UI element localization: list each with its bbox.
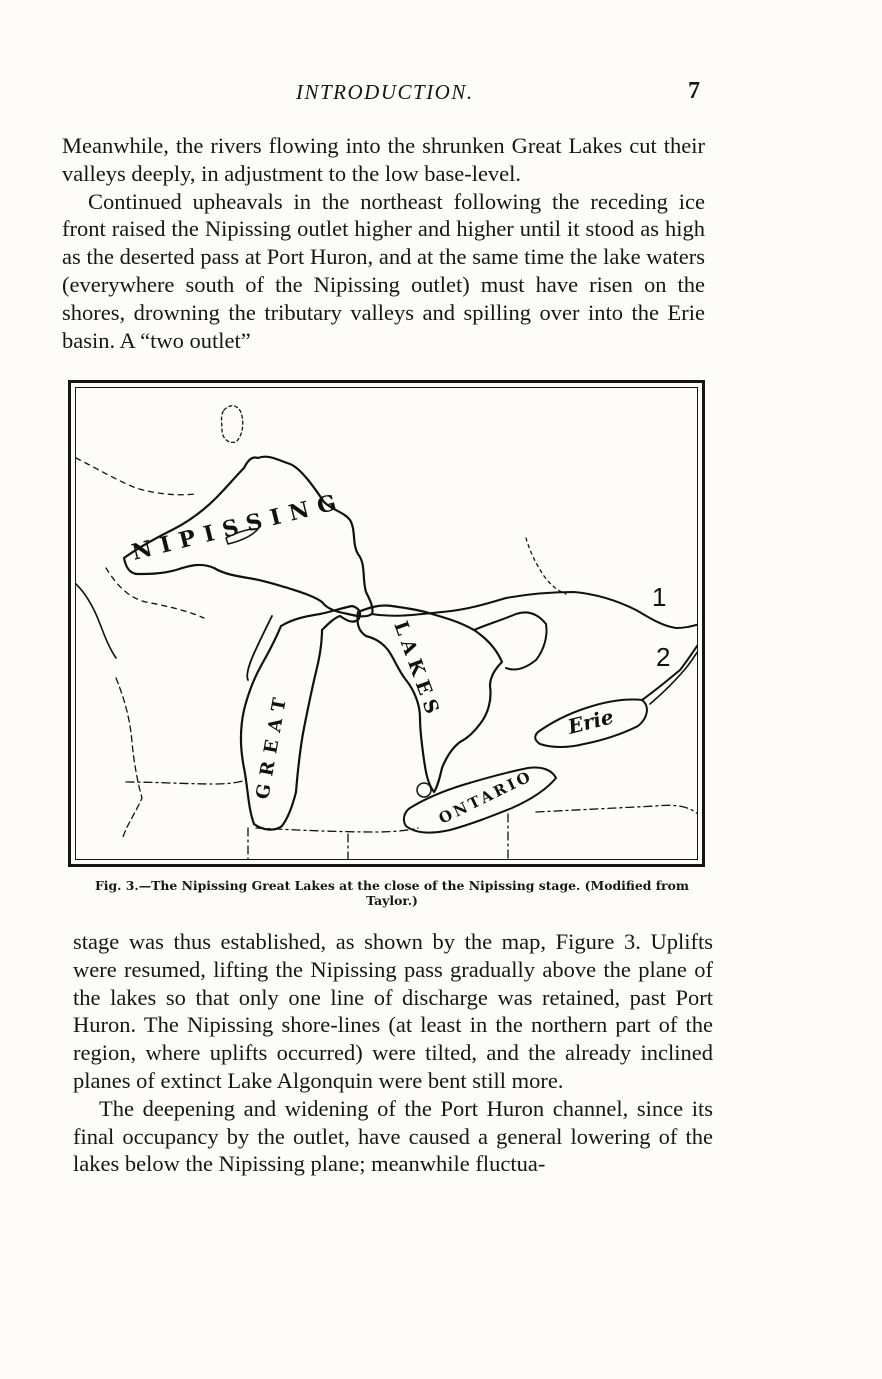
paragraph: Meanwhile, the rivers flowing into the shrunken Great Lakes cut their valleys deeply, in adjustment to the low base-level. xyxy=(62,133,705,186)
boundary-south xyxy=(256,828,418,832)
french-river-dashes xyxy=(526,538,566,594)
georgian-bay-outline xyxy=(474,612,547,669)
boundary-west xyxy=(106,568,204,618)
figure-map xyxy=(68,380,705,867)
lake-st-clair xyxy=(417,783,431,797)
west-shore xyxy=(76,584,116,658)
boundary-southeast xyxy=(536,805,698,816)
bottom-text-block xyxy=(73,928,713,1178)
boundary-west-wiggle xyxy=(116,678,142,840)
label-outlet-1: 1 xyxy=(652,582,667,612)
label-erie: Erie xyxy=(565,704,616,739)
map-inner-border xyxy=(75,387,698,860)
top-text-block xyxy=(62,132,705,354)
paragraph: stage was thus established, as shown by the map, Figure 3. Uplifts were resumed, lifting the Nipissing pass gradually above the plane of the lakes so that only one line of discharge was retained, past Port Huron. The Nipissing shore-lines (at least in the northern part of the region, where uplifts occurred) were tilted, and the already inclined planes of extinct Lake Algonquin were bent still more. xyxy=(73,929,713,1093)
boundary-northwest xyxy=(76,458,196,495)
running-title: INTRODUCTION. xyxy=(296,80,474,104)
boundary-southwest xyxy=(126,780,246,784)
paragraph: Continued upheavals in the northeast following the receding ice front raised the Nipissing outlet higher and higher until it stood as high as the deserted pass at Port Huron, and at the same time the lake waters (everywhere south of the Nipissing outlet) must have risen on the shores, drowning the tributary valleys and spilling over into the Erie basin. A “two outlet” xyxy=(62,188,705,353)
label-ontario: ONTARIO xyxy=(435,766,536,828)
label-lakes: LAKES xyxy=(389,618,446,723)
label-great: GREAT xyxy=(252,688,293,801)
great-lakes-map xyxy=(76,388,698,860)
page-header xyxy=(60,78,710,108)
label-outlet-2: 2 xyxy=(656,642,671,672)
label-nipissing: NIPISSING xyxy=(129,487,348,566)
figure-caption: Fig. 3.—The Nipissing Great Lakes at the close of the Nipissing stage. (Modified from Taylor.) xyxy=(95,878,689,908)
lake-nipigon xyxy=(222,406,243,443)
paragraph: The deepening and widening of the Port Huron channel, since its final occupancy by the outlet, have caused a general lowering of the lakes below the Nipissing plane; meanwhile fluctua- xyxy=(73,1095,713,1177)
page-number: 7 xyxy=(688,78,700,104)
